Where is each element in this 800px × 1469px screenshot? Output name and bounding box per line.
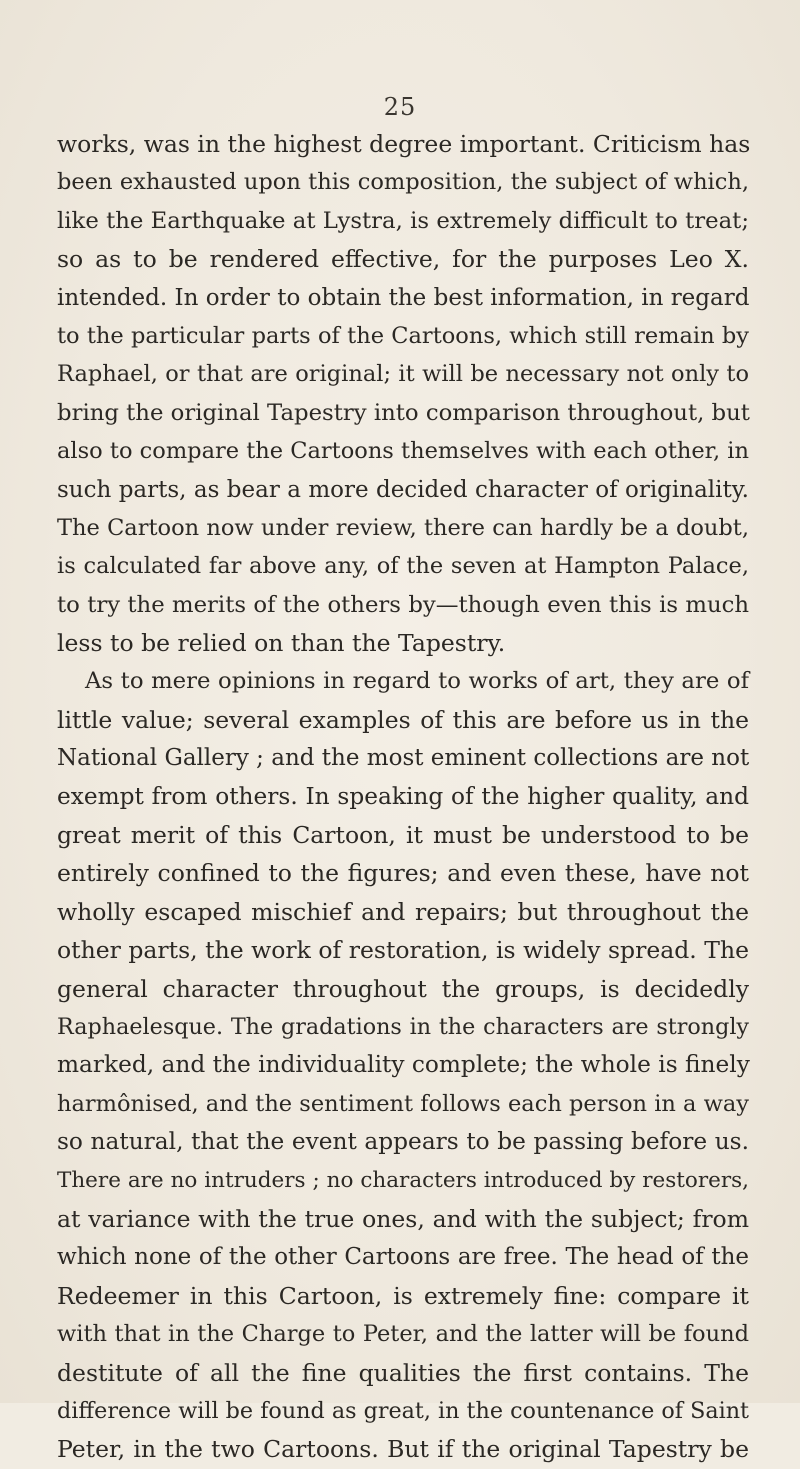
text-line: to try the merits of the others by—though even this is much [57,591,749,618]
text-line: is calculated far above any, of the seven at Hampton Palace, [57,553,749,580]
text-line: The Cartoon now under review, there can hardly be a doubt, [57,514,749,541]
text-line: National Gallery ; and the most eminent collections are not [57,745,750,772]
text-line: entirely confined to the figures; and even these, have not [57,859,749,888]
text-line: Redeemer in this Cartoon, is extremely fine: compare it [57,1281,749,1310]
text-line: so natural, that the event appears to be passing before us. [57,1128,749,1156]
text-line: little value; several examples of this are before us in the [57,705,749,734]
text-line: works, was in the highest degree important. Criticism has [57,130,751,158]
page-number: 25 [383,93,417,121]
text-line: also to compare the Cartoons themselves with each other, in [57,438,749,465]
text-line: Raphaelesque. The gradations in the characters are strongly [57,1013,749,1040]
text-line: destitute of all the fine qualities the first contains. The [57,1358,749,1387]
text-line: less to be relied on than the Tapestry. [57,629,506,658]
text-line: been exhausted upon this composition, the subject of which, [57,169,749,196]
text-line: at variance with the true ones, and with the subject; from [57,1204,749,1233]
text-line: harmônised, and the sentiment follows each person in a way [57,1090,749,1117]
text-line: As to mere opinions in regard to works of art, they are of [85,668,749,695]
text-line: Raphael, or that are original; it will be necessary not only to [57,361,749,388]
body-text [57,125,749,1469]
text-line: bring the original Tapestry into comparison throughout, but [57,399,750,426]
text-line: great merit of this Cartoon, it must be understood to be [57,821,749,850]
text-line: other parts, the work of restoration, is widely spread. The [57,936,749,965]
text-line: so as to be rendered effective, for the purposes Leo X. [57,245,749,274]
text-line: marked, and the individuality complete; the whole is finely [57,1051,750,1079]
text-line: such parts, as bear a more decided character of originality. [57,476,749,503]
text-line: which none of the other Cartoons are free. The head of the [57,1244,749,1271]
text-line: intended. In order to obtain the best information, in regard [57,284,750,311]
text-line: to the particular parts of the Cartoons, which still remain by [57,322,749,349]
text-line: wholly escaped mischief and repairs; but throughout the [57,897,749,926]
text-line: difference will be found as great, in the countenance of Saint [57,1397,749,1424]
text-line: There are no intruders ; no characters introduced by restorers, [57,1167,749,1193]
text-line: Peter, in the two Cartoons. But if the original Tapestry be [57,1435,749,1464]
text-line: general character throughout the groups, is decidedly [57,974,749,1003]
text-line: like the Earthquake at Lystra, is extremely difficult to treat; [57,207,749,234]
text-line: exempt from others. In speaking of the higher quality, and [57,782,749,810]
text-line: with that in the Charge to Peter, and the latter will be found [57,1321,749,1348]
